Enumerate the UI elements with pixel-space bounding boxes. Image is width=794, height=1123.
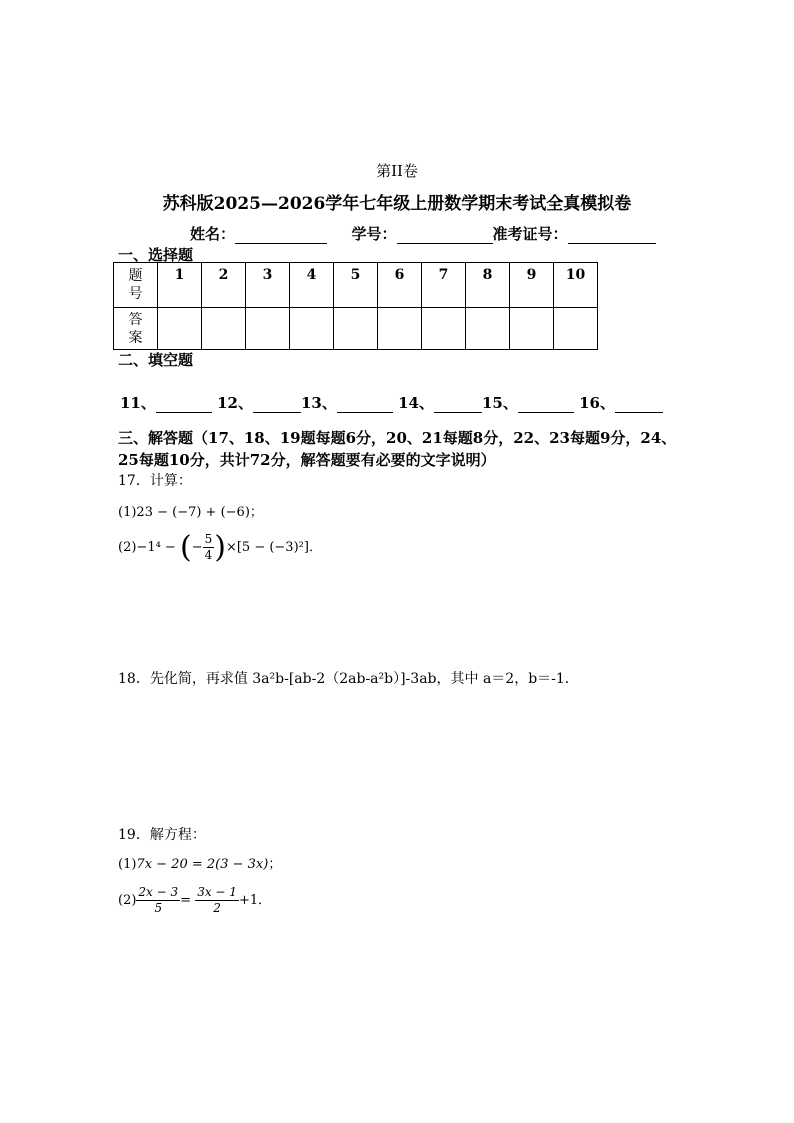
fill-item-label: 12、 bbox=[217, 394, 253, 412]
section-fill-heading: 二、填空题 bbox=[118, 351, 194, 369]
exam-number-label: 准考证号： bbox=[492, 225, 568, 243]
fill-item-label: 15、 bbox=[481, 394, 518, 412]
question-number-cell: 1 bbox=[158, 263, 202, 308]
question-17-part-2 bbox=[118, 530, 322, 565]
exam-title: 苏科版2025—2026学年七年级上册数学期末考试全真模拟卷 bbox=[162, 194, 632, 214]
math-expression: 7x − 20 = 2(3 − 3x) bbox=[136, 857, 269, 872]
question-19-label: 19．解方程： bbox=[118, 827, 206, 843]
part-number: (1) bbox=[118, 505, 137, 520]
fraction-denominator: 5 bbox=[154, 901, 163, 915]
question-number-cell: 9 bbox=[510, 263, 554, 308]
equals-sign: = bbox=[180, 893, 192, 908]
question-number-cell: 2 bbox=[202, 263, 246, 308]
question-number-cell: 10 bbox=[554, 263, 598, 308]
question-number-cell: 5 bbox=[334, 263, 378, 308]
fraction-denominator: 4 bbox=[204, 548, 213, 562]
question-number-cell: 3 bbox=[246, 263, 290, 308]
math-expression: +1 bbox=[238, 893, 259, 908]
fill-blank[interactable] bbox=[156, 398, 212, 413]
student-id-blank[interactable] bbox=[397, 228, 493, 244]
answer-cell[interactable] bbox=[290, 308, 334, 350]
minus-sign: − bbox=[191, 540, 203, 555]
row-header-char: 号 bbox=[128, 286, 143, 302]
question-number-cell: 4 bbox=[290, 263, 334, 308]
question-number-row bbox=[114, 263, 598, 308]
punctuation: ； bbox=[249, 505, 263, 520]
fraction bbox=[136, 885, 180, 916]
fill-blank[interactable] bbox=[518, 398, 574, 413]
punctuation: ． bbox=[308, 540, 322, 555]
part-number: (2) bbox=[118, 540, 137, 555]
section-choice-heading: 一、选择题 bbox=[118, 246, 194, 264]
row-header-char: 题 bbox=[128, 268, 143, 284]
fill-blank[interactable] bbox=[253, 398, 301, 413]
section-solve-heading-line1: 三、解答题（17、18、19题每题6分，20、21每题8分，22、23每题9分，24、 bbox=[118, 429, 677, 447]
question-19-part-2 bbox=[118, 885, 271, 916]
answer-cell[interactable] bbox=[158, 308, 202, 350]
question-number-cell: 7 bbox=[422, 263, 466, 308]
volume-label: 第II卷 bbox=[376, 162, 418, 180]
math-expression: 23 − (−7) + (−6) bbox=[136, 505, 250, 520]
row-header-answer bbox=[114, 308, 158, 350]
student-info-line bbox=[190, 223, 656, 244]
question-number-cell: 8 bbox=[466, 263, 510, 308]
student-id-label: 学号： bbox=[351, 225, 397, 243]
fraction-numerator: 5 bbox=[204, 532, 213, 546]
fill-item-label: 14、 bbox=[398, 394, 434, 412]
answer-cell[interactable] bbox=[554, 308, 598, 350]
fill-blank[interactable] bbox=[434, 398, 482, 413]
answer-cell[interactable] bbox=[334, 308, 378, 350]
fraction-denominator: 2 bbox=[213, 901, 221, 915]
answer-cell[interactable] bbox=[422, 308, 466, 350]
answer-row bbox=[114, 308, 598, 350]
section-solve-heading-line2: 25每题10分，共计72分，解答题要有必要的文字说明） bbox=[118, 451, 496, 469]
fraction-numerator: 3x − 1 bbox=[197, 885, 237, 899]
math-expression: ×[5 − (−3)²] bbox=[225, 540, 309, 555]
math-expression: −1⁴ − bbox=[136, 540, 176, 555]
punctuation: ． bbox=[258, 893, 272, 908]
punctuation: ； bbox=[268, 857, 282, 872]
name-label: 姓名： bbox=[190, 225, 236, 243]
row-header-char: 答 bbox=[128, 311, 143, 328]
fill-item-label: 13、 bbox=[300, 394, 337, 412]
fill-blank[interactable] bbox=[615, 398, 663, 413]
question-number-cell: 6 bbox=[378, 263, 422, 308]
answer-cell[interactable] bbox=[246, 308, 290, 350]
fill-blank[interactable] bbox=[337, 398, 393, 413]
answer-cell[interactable] bbox=[378, 308, 422, 350]
question-17-label: 17．计算： bbox=[118, 473, 192, 489]
fraction bbox=[195, 885, 239, 916]
right-paren: ) bbox=[214, 530, 226, 565]
fill-item-label: 16、 bbox=[579, 394, 615, 412]
exam-number-blank[interactable] bbox=[568, 228, 656, 244]
answer-cell[interactable] bbox=[510, 308, 554, 350]
row-header-question-number bbox=[114, 263, 158, 308]
part-number: (1) bbox=[118, 857, 137, 872]
answer-cell[interactable] bbox=[466, 308, 510, 350]
left-paren: ( bbox=[179, 530, 192, 565]
answer-cell[interactable] bbox=[202, 308, 246, 350]
fill-blank-line bbox=[120, 392, 663, 413]
fill-item-label: 11、 bbox=[120, 394, 156, 412]
name-blank[interactable] bbox=[235, 228, 327, 244]
question-19-part-1 bbox=[118, 853, 281, 872]
row-header-char: 案 bbox=[128, 329, 143, 346]
fraction bbox=[203, 532, 215, 563]
question-18: 18．先化简，再求值 3a²b-[ab-2（2ab-a²b）]-3ab，其中 a＝2，b＝-1． bbox=[118, 671, 579, 687]
fraction-numerator: 2x − 3 bbox=[138, 885, 179, 899]
answer-table bbox=[113, 262, 598, 350]
question-17-part-1 bbox=[118, 501, 263, 520]
part-number: (2) bbox=[118, 893, 137, 908]
